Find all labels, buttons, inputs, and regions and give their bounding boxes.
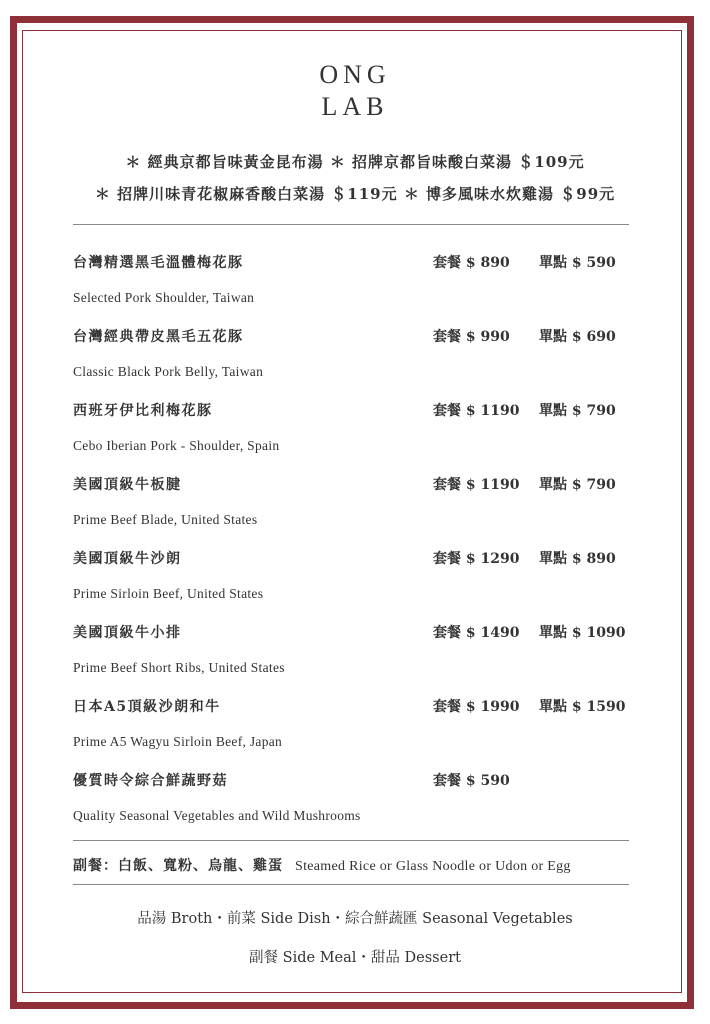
side-options-zh: 副餐：白飯、寬粉、烏龍、雞蛋 (73, 858, 283, 874)
menu-item-single-price: 單點 $ 790 (539, 477, 616, 493)
menu-item-single-price: 單點 $ 1590 (539, 699, 626, 715)
menu-item-name-en: Cebo Iberian Pork - Shoulder, Spain (73, 438, 280, 453)
footer-line-2: 副餐 Side Meal・甜品 Dessert (249, 950, 461, 966)
menu-item-single-price: 單點 $ 690 (539, 329, 616, 345)
menu-item-single-price: 單點 $ 1090 (539, 625, 626, 641)
brand-line-2: LAB (321, 92, 389, 121)
menu-item-name-en: Classic Black Pork Belly, Taiwan (73, 364, 264, 379)
menu-item-set-price: 套餐 $ 1190 (433, 403, 520, 419)
menu-item-name-zh: 美國頂級牛小排 (73, 625, 182, 641)
soup-line-2: ＊ 招牌川味青花椒麻香酸白菜湯 ＄119元 ＊ 博多風味水炊雞湯 ＄99元 (94, 185, 616, 203)
menu-item-name-en: Prime Sirloin Beef, United States (73, 586, 264, 601)
footer-line-1: 品湯 Broth・前菜 Side Dish・綜合鮮蔬匯 Seasonal Vegetables (137, 911, 573, 927)
menu-item-name-zh: 優質時令綜合鮮蔬野菇 (73, 773, 228, 789)
menu-item-name-zh: 台灣經典帶皮黑毛五花豚 (73, 329, 244, 345)
menu-item-name-en: Selected Pork Shoulder, Taiwan (73, 290, 255, 305)
menu-item-name-en: Prime A5 Wagyu Sirloin Beef, Japan (73, 734, 283, 749)
menu-item-name-en: Prime Beef Short Ribs, United States (73, 660, 285, 675)
soup-line-1: ＊ 經典京都旨味黃金昆布湯 ＊ 招牌京都旨味酸白菜湯 ＄109元 (125, 153, 585, 171)
menu-item-name-zh: 日本A5頂級沙朗和牛 (73, 699, 221, 715)
menu-item-name-zh: 西班牙伊比利梅花豚 (73, 403, 213, 419)
menu-item-set-price: 套餐 $ 1990 (433, 699, 520, 715)
menu-item-set-price: 套餐 $ 1490 (433, 625, 520, 641)
side-options-en: Steamed Rice or Glass Noodle or Udon or Egg (295, 859, 571, 874)
menu-item-name-zh: 美國頂級牛沙朗 (73, 551, 182, 567)
menu-item-set-price: 套餐 $ 890 (433, 255, 510, 271)
menu-item-set-price: 套餐 $ 590 (433, 773, 510, 789)
menu-item-single-price: 單點 $ 790 (539, 403, 616, 419)
menu-item-name-zh: 美國頂級牛板腱 (73, 477, 182, 493)
divider-side-top (73, 840, 629, 841)
menu-item-single-price: 單點 $ 890 (539, 551, 616, 567)
menu-item-name-zh: 台灣精選黑毛溫體梅花豚 (73, 255, 244, 271)
menu-item-set-price: 套餐 $ 1190 (433, 477, 520, 493)
menu-item-set-price: 套餐 $ 1290 (433, 551, 520, 567)
menu-item-set-price: 套餐 $ 990 (433, 329, 510, 345)
divider-top (73, 224, 629, 225)
brand-line-1: ONG (319, 60, 391, 89)
menu-item-name-en: Quality Seasonal Vegetables and Wild Mushrooms (73, 808, 361, 823)
menu-item-name-en: Prime Beef Blade, United States (73, 512, 258, 527)
menu-item-single-price: 單點 $ 590 (539, 255, 616, 271)
side-options (73, 855, 571, 875)
divider-side-bottom (73, 884, 629, 885)
